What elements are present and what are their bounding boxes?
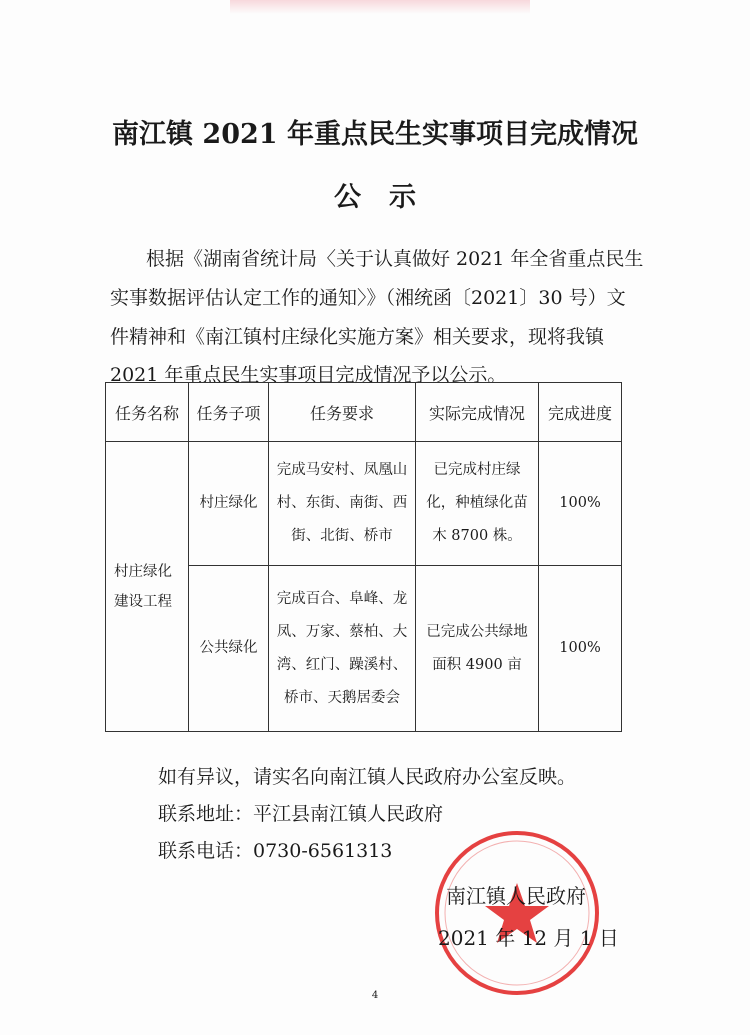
intro-line: 根据《湖南省统计局〈关于认真做好 2021 年全省重点民生 — [146, 248, 644, 270]
task-name-cell: 村庄绿化建设工程 — [106, 442, 189, 732]
subtask-cell: 公共绿化 — [189, 566, 269, 732]
document-subtitle: 公示 — [334, 182, 444, 213]
header-actual: 实际完成情况 — [416, 383, 539, 442]
signature-org: 南江镇人民政府 — [446, 884, 586, 908]
requirement-cell: 完成百合、阜峰、龙凤、万家、蔡柏、大湾、红门、躁溪村、桥市、天鹅居委会 — [269, 566, 416, 732]
requirement-cell: 完成马安村、凤凰山村、东街、南街、西街、北街、桥市 — [269, 442, 416, 566]
signature-date: 2021 年 12 月 1 日 — [438, 926, 619, 950]
header-subtask: 任务子项 — [189, 383, 269, 442]
header-requirement: 任务要求 — [269, 383, 416, 442]
header-task-name: 任务名称 — [106, 383, 189, 442]
official-seal-stamp — [432, 828, 602, 998]
actual-cell: 已完成村庄绿化，种植绿化苗木 8700 株。 — [416, 442, 539, 566]
document-title: 南江镇 2021 年重点民生实事项目完成情况 — [112, 119, 638, 150]
top-scan-mark — [230, 0, 530, 14]
intro-line: 实事数据评估认定工作的通知〉》（湘统函〔2021〕30 号）文 — [110, 287, 626, 309]
table-row — [106, 442, 622, 566]
header-progress: 完成进度 — [539, 383, 622, 442]
intro-line: 2021 年重点民生实事项目完成情况予以公示。 — [110, 364, 507, 386]
contact-address: 联系地址：平江县南江镇人民政府 — [158, 803, 444, 825]
subtask-cell: 村庄绿化 — [189, 442, 269, 566]
actual-cell: 已完成公共绿地面积 4900 亩 — [416, 566, 539, 732]
table-header-row — [106, 383, 622, 442]
page-number: 4 — [371, 990, 379, 1001]
contact-phone: 联系电话：0730-6561313 — [158, 840, 393, 862]
objection-note: 如有异议，请实名向南江镇人民政府办公室反映。 — [158, 766, 577, 788]
projects-table — [105, 382, 622, 732]
progress-cell: 100% — [539, 566, 622, 732]
intro-line: 件精神和《南江镇村庄绿化实施方案》相关要求，现将我镇 — [110, 326, 605, 348]
progress-cell: 100% — [539, 442, 622, 566]
